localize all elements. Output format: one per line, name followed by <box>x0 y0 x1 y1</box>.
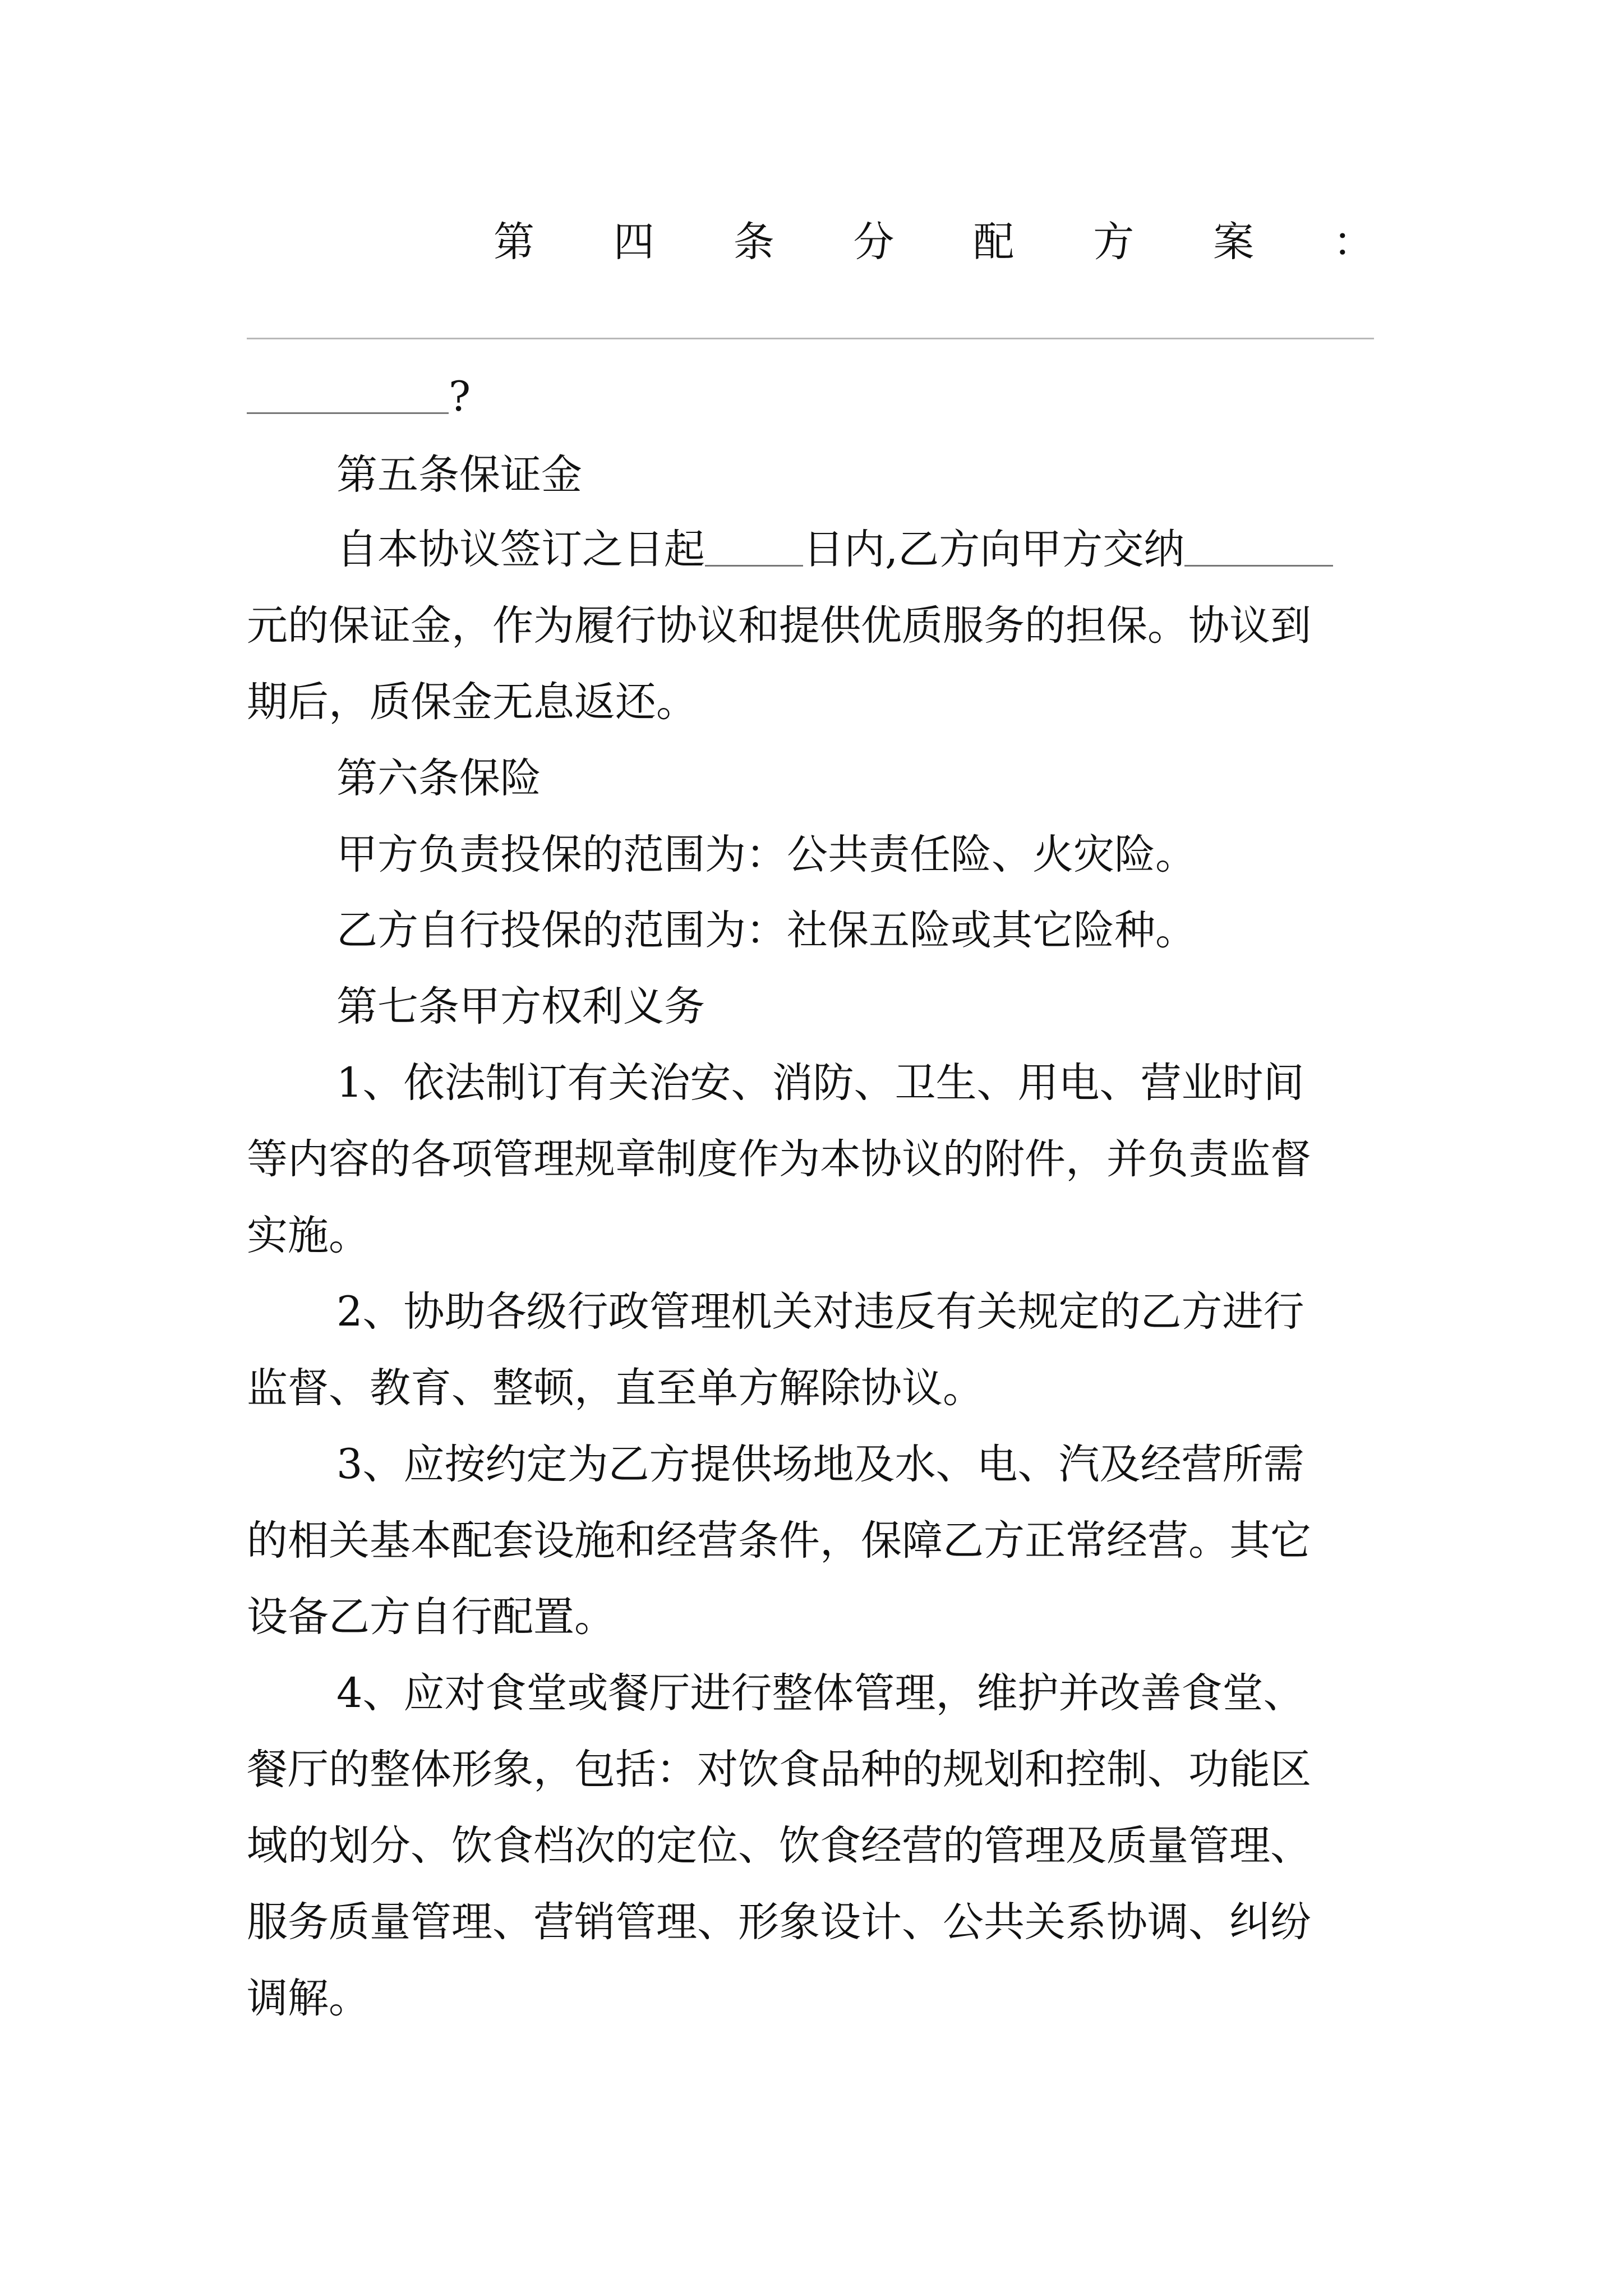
article7-item2-line: 监督、教育、整顿，直至单方解除协议。 <box>247 1364 984 1412</box>
article7-item4-line: 服务质量管理、营销管理、形象设计、公共关系协调、纠纷 <box>247 1898 1311 1946</box>
article7-item3-line: 的相关基本配套设施和经营条件，保障乙方正常经营。其它 <box>247 1517 1311 1565</box>
article7-item4-line: 调解。 <box>247 1975 370 2022</box>
article7-heading: 第七条甲方权利义务 <box>336 983 705 1030</box>
article7-item4-line: 餐厅的整体形象，包括：对饮食品种的规划和控制、功能区 <box>247 1746 1311 1793</box>
article7-item1-line: 等内容的各项管理规章制度作为本协议的附件，并负责监督 <box>247 1135 1311 1183</box>
blank-rule <box>247 338 1374 339</box>
heading-char: 条 <box>733 218 774 266</box>
article5-heading: 第五条保证金 <box>336 451 582 499</box>
heading-char: 第 <box>494 218 534 266</box>
article4-blank-line <box>247 369 1391 425</box>
heading-char: 方 <box>1093 218 1135 266</box>
article6-paragraph: 甲方负责投保的范围为：公共责任险、火灾险。 <box>336 831 1196 878</box>
article7-item3-line: 设备乙方自行配置。 <box>247 1593 615 1641</box>
article5-paragraph-line: 自本协议签订之日起 日内,乙方向甲方交纳 <box>247 522 1391 578</box>
heading-char: 配 <box>973 218 1015 266</box>
heading-char: 分 <box>853 218 895 266</box>
article7-item4-line: 4、应对食堂或餐厅进行整体管理，维护并改善食堂、 <box>336 1669 1304 1717</box>
article7-item1-line: 1、依法制订有关治安、消防、卫生、用电、营业时间 <box>336 1059 1304 1107</box>
article6-heading: 第六条保险 <box>336 754 541 802</box>
article7-item3-line: 3、应按约定为乙方提供场地及水、电、汽及经营所需 <box>336 1441 1304 1488</box>
article5-paragraph-line: 元的保证金，作为履行协议和提供优质服务的担保。协议到 <box>247 602 1311 650</box>
end-mark: ? <box>449 373 471 421</box>
article7-item1-line: 实施。 <box>247 1212 370 1259</box>
blank-field <box>247 412 449 414</box>
article7-item2-line: 2、协助各级行政管理机关对违反有关规定的乙方进行 <box>336 1288 1304 1336</box>
blank-field <box>1184 565 1333 567</box>
heading-char: 案 <box>1213 218 1255 266</box>
blank-field <box>705 565 803 567</box>
heading-char: ： <box>1332 218 1374 266</box>
article7-item4-line: 域的划分、饮食档次的定位、饮食经营的管理及质量管理、 <box>247 1822 1311 1870</box>
article6-paragraph: 乙方自行投保的范围为：社保五险或其它险种。 <box>336 907 1196 954</box>
article4-heading <box>494 214 1374 270</box>
article5-paragraph-line: 期后，质保金无息返还。 <box>247 678 697 726</box>
heading-char: 四 <box>613 218 654 266</box>
